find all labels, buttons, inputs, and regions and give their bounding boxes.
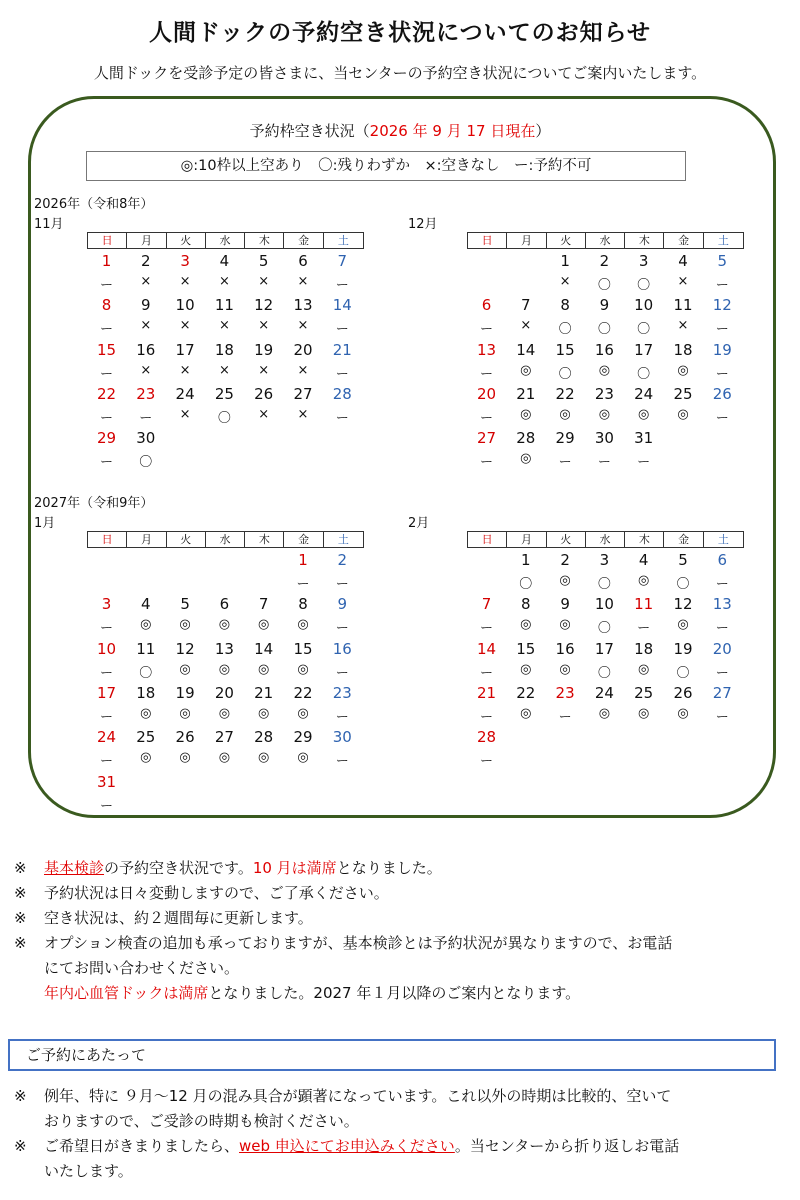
calendar-day: 6 [219,595,230,614]
availability-mark: × [520,318,532,334]
calendar-day: 25 [214,384,234,403]
calendar-day: 3 [638,252,649,270]
calendar-day: 2 [599,252,610,270]
calendar-day: 3 [180,252,190,270]
calendar-day: 17 [175,340,195,359]
availability-mark: ◎ [179,661,191,677]
calendar-day: 29 [96,429,117,448]
weekday-cell: 月 [507,532,546,547]
calendar-day: 19 [175,683,195,702]
calendar-day: 23 [332,683,352,702]
note-item-cont: おりますので、ご受診の時期も検討ください。 [44,1112,359,1130]
availability-mark: ◎ [520,705,532,721]
calendar-day: 2 [337,551,348,569]
availability-mark: ー [715,278,729,293]
weekday-cell: 日 [468,233,507,248]
weekday-cell: 金 [664,233,703,248]
availability-mark: ー [479,455,493,471]
calendar-day: 17 [96,683,117,702]
calendar-day: 22 [96,384,117,403]
availability-mark: ◎ [218,661,231,677]
calendar-day: 9 [337,595,348,614]
calendar-day: 10 [175,296,195,315]
availability-mark: ー [637,621,651,637]
availability-mark: ◎ [598,406,611,422]
calendar-day: 31 [96,772,117,791]
calendar-day: 25 [673,384,693,403]
availability-mark: 〇 [676,577,690,592]
availability-mark: ー [99,455,113,471]
availability-mark: ー [335,410,349,426]
calendar-day: 15 [516,639,536,658]
availability-mark: ー [715,366,729,382]
calendar-day: 4 [141,595,151,614]
availability-mark: ◎ [520,617,532,633]
calendar-day: 1 [298,551,308,569]
weekday-cell: 月 [127,532,166,547]
calendar-day: 28 [476,728,497,747]
availability-mark: ー [335,322,349,338]
note-item: ※ 基本検診の予約空き状況です。10 月は満席となりました。 [14,859,442,877]
calendar-day: 1 [521,551,531,569]
calendar-day: 3 [101,595,112,614]
month-label: 1月 [34,516,56,531]
weekday-cell: 土 [717,533,729,546]
availability-mark: ー [637,455,651,471]
calendar-day: 29 [293,728,313,747]
calendar-day: 30 [136,429,156,448]
availability-mark: 〇 [558,322,572,338]
availability-mark: ー [715,577,729,592]
calendar-day: 12 [254,296,274,315]
calendar-day: 17 [634,340,654,359]
note-item-cont: 年内心血管ドックは満席となりました。2027 年１月以降のご案内となります。 [44,984,581,1002]
calendar-day: 20 [293,340,313,359]
availability-mark: 〇 [597,322,611,338]
calendar-day: 19 [712,340,732,359]
availability-mark: ー [99,366,113,382]
weekday-cell: 水 [206,532,245,547]
availability-mark: ◎ [140,750,152,766]
availability-mark: ◎ [258,705,270,721]
calendar-day: 24 [96,728,117,747]
calendar-day: 21 [254,683,274,702]
availability-mark: 〇 [519,577,533,592]
availability-mark: ー [99,278,113,293]
calendar-day: 19 [673,639,693,658]
availability-mark: ◎ [258,750,270,766]
availability-mark: 〇 [597,665,611,681]
weekday-cell: 月 [507,233,546,248]
weekday-cell: 金 [284,532,323,547]
month-label: 2月 [408,516,430,531]
calendar-day: 9 [599,296,610,315]
weekday-header [87,531,364,548]
weekday-cell: 金 [284,233,323,248]
calendar-day: 16 [555,639,575,658]
weekday-cell: 水 [206,233,245,248]
calendar-day: 14 [516,340,536,359]
status-date: 2026 年 9 月 17 日現在 [369,122,536,140]
calendar-day: 6 [717,551,728,569]
weekday-cell: 木 [245,233,284,248]
page-title: 人間ドックの予約空き状況についてのお知らせ [149,20,651,46]
calendar-day: 10 [634,296,654,315]
availability-mark: ◎ [520,406,532,422]
availability-mark: ー [715,410,729,426]
calendar-day: 22 [516,683,536,702]
availability-mark: ◎ [140,705,152,721]
availability-mark: ◎ [520,661,532,677]
availability-mark: × [297,406,309,422]
availability-mark: ◎ [598,705,611,721]
calendar-day: 24 [594,683,614,702]
calendar-day: 11 [634,595,654,614]
calendar-day: 5 [678,551,688,569]
weekday-header [87,232,364,249]
calendar-day: 11 [136,639,156,658]
availability-mark: ◎ [297,661,309,677]
calendar-day: 10 [96,639,117,658]
calendar-day: 8 [560,296,570,315]
availability-mark: ー [296,577,310,592]
calendar-day: 26 [673,683,693,702]
weekday-cell: 木 [625,233,664,248]
calendar-day: 13 [293,296,313,315]
availability-mark: ー [479,410,493,426]
availability-mark: × [140,362,152,378]
availability-mark: ◎ [520,451,532,467]
availability-mark: ◎ [218,705,231,721]
availability-mark: × [179,406,191,422]
availability-mark: ー [715,322,729,338]
availability-mark: ー [715,709,729,725]
availability-mark: ◎ [179,750,191,766]
calendar-day: 16 [594,340,614,359]
calendar-day: 16 [332,639,352,658]
availability-mark: × [258,362,270,378]
note-item: ※ オプション検査の追加も承っておりますが、基本検診とは予約状況が異なりますので、お電話 [14,934,673,952]
note-item: ※ 予約状況は日々変動しますので、ご了承ください。 [14,884,389,902]
note-item: ※ 空き状況は、約２週間毎に更新します。 [14,909,313,927]
availability-mark: ◎ [598,362,611,378]
calendar-day: 27 [214,728,234,747]
calendar-day: 11 [214,296,234,315]
calendar-day: 10 [594,595,614,614]
calendar-day: 4 [678,252,688,270]
calendar-day: 30 [332,728,352,747]
availability-mark: 〇 [597,278,611,293]
weekday-header [467,531,744,548]
availability-mark: ◎ [179,705,191,721]
availability-mark: ー [479,621,493,637]
availability-mark: ◎ [520,362,532,378]
calendar-day: 26 [712,384,732,403]
availability-mark: ◎ [677,362,689,378]
calendar-day: 5 [258,252,269,270]
availability-mark: ー [335,709,349,725]
calendar-day: 17 [594,639,614,658]
availability-mark: ◎ [559,573,571,588]
calendar-day: 20 [712,639,732,658]
availability-mark: × [258,318,270,334]
calendar-day: 25 [634,683,654,702]
availability-mark: × [218,362,230,378]
note-item-cont: いたします。 [44,1162,133,1180]
availability-mark: 〇 [558,366,572,382]
note-item: ※ 例年、特に ９月～12 月の混み具合が顕著になっています。これ以外の時期は比較的、空いて [14,1087,672,1105]
calendar-day: 7 [521,296,531,315]
availability-mark: ー [139,410,153,426]
calendar-day: 4 [638,551,649,569]
calendar-day: 18 [673,340,693,359]
calendar-day: 22 [293,683,313,702]
calendar-day: 28 [254,728,274,747]
calendar-day: 2 [141,252,151,270]
calendar-day: 13 [214,639,234,658]
status-title: 予約枠空き状況（2026 年 9 月 17 日現在） [249,122,551,140]
availability-mark: ◎ [218,750,231,766]
weekday-cell: 火 [547,532,586,547]
availability-mark: ー [99,621,113,637]
calendar-day: 24 [175,384,195,403]
availability-mark: × [677,318,689,334]
availability-mark: ◎ [677,617,689,633]
availability-mark: ー [99,665,113,681]
calendar-day: 9 [560,595,570,614]
calendar-day: 21 [332,340,352,359]
weekday-cell: 土 [717,234,729,247]
calendar-day: 12 [712,296,732,315]
availability-mark: 〇 [217,410,231,426]
calendar-day: 26 [175,728,195,747]
weekday-cell: 日 [468,532,507,547]
calendar-day: 14 [332,296,352,315]
reservation-section-header: ご予約にあたって [8,1039,776,1071]
calendar-day: 21 [516,384,536,403]
availability-mark: × [140,274,152,289]
availability-mark: 〇 [637,278,651,293]
availability-mark: ー [99,322,113,338]
availability-mark: ◎ [258,617,270,633]
availability-mark: × [297,362,309,378]
availability-mark: × [179,362,191,378]
availability-mark: ◎ [559,617,571,633]
calendar-day: 28 [332,384,352,403]
calendar-day: 1 [101,252,112,270]
weekday-cell: 日 [88,532,127,547]
calendar-day: 22 [555,384,575,403]
availability-mark: ◎ [638,406,650,422]
calendar-day: 3 [599,551,610,569]
basic-checkup-text: 基本検診 [44,859,105,877]
weekday-cell: 木 [625,532,664,547]
availability-mark: ◎ [638,573,650,588]
calendar-day: 29 [555,429,575,448]
availability-mark: ◎ [559,661,571,677]
weekday-cell: 日 [88,233,127,248]
reservation-notes [14,1084,794,1184]
availability-mark: ー [99,798,113,814]
year-label-2027: 2027年（令和9年） [34,496,154,511]
calendar-day: 15 [96,340,117,359]
calendar-day: 9 [141,296,151,315]
availability-mark: ◎ [638,661,650,677]
availability-mark: × [258,274,270,289]
year-label-2026: 2026年（令和8年） [34,197,154,212]
weekday-header [467,232,744,249]
calendar-day: 7 [258,595,269,614]
weekday-cell: 金 [664,532,703,547]
availability-mark: 〇 [139,455,153,471]
availability-mark: 〇 [676,665,690,681]
availability-mark: ー [99,410,113,426]
availability-mark: × [140,318,152,334]
calendar-day: 8 [101,296,112,315]
weekday-cell: 水 [586,233,625,248]
availability-mark: ◎ [559,406,571,422]
calendar-day: 27 [712,683,732,702]
calendar-day: 26 [254,384,274,403]
intro-text: 人間ドックを受診予定の皆さまに、当センターの予約空き状況についてご案内いたします。 [93,64,707,82]
calendar-day: 13 [712,595,732,614]
availability-mark: ー [335,621,349,637]
weekday-cell: 火 [547,233,586,248]
weekday-cell: 木 [245,532,284,547]
availability-mark: × [559,274,571,289]
availability-mark: ー [335,278,349,293]
calendar-day: 11 [673,296,693,315]
weekday-cell: 土 [337,533,349,546]
availability-mark: ◎ [218,617,231,633]
calendar-day: 21 [476,683,497,702]
availability-mark: ー [715,665,729,681]
availability-mark: ー [715,621,729,637]
calendar-day: 7 [481,595,492,614]
calendar-day: 8 [521,595,531,614]
availability-mark: × [297,274,309,289]
weekday-cell: 火 [167,233,206,248]
calendar-day: 12 [175,639,195,658]
note-item: ※ ご希望日がきまりましたら、web 申込にてお申込みください。当センターから折り返しお電話 [14,1137,680,1155]
calendar-day: 20 [476,384,497,403]
legend-box: ◎:10枠以上空あり 〇:残りわずか ×:空きなし ー:予約不可 [86,151,686,181]
calendar-day: 23 [136,384,156,403]
availability-mark: ー [335,577,349,592]
availability-mark: ◎ [297,705,309,721]
availability-mark: ー [479,709,493,725]
availability-mark: ー [99,754,113,770]
availability-mark: ◎ [638,705,650,721]
calendar-day: 16 [136,340,156,359]
note-item-cont: にてお問い合わせください。 [44,959,240,977]
availability-mark: 〇 [597,577,611,592]
availability-mark: ー [479,366,493,382]
calendar-day: 15 [293,639,313,658]
calendar-day: 13 [476,340,497,359]
availability-mark: 〇 [637,322,651,338]
calendar-day: 14 [254,639,274,658]
calendar-day: 1 [560,252,570,270]
availability-mark: ー [558,709,572,725]
calendar-day: 15 [555,340,575,359]
calendar-day: 12 [673,595,693,614]
calendar-day: 6 [298,252,308,270]
calendar-day: 18 [634,639,654,658]
weekday-cell: 月 [127,233,166,248]
calendar-day: 6 [481,296,492,315]
availability-mark: ◎ [258,661,270,677]
availability-mark: × [677,274,689,289]
calendar-day: 25 [136,728,156,747]
availability-mark: × [297,318,309,334]
availability-mark: ◎ [677,406,689,422]
notes-section [14,856,794,1006]
availability-mark: 〇 [637,366,651,382]
calendar-day: 28 [516,429,536,448]
availability-mark: ー [335,665,349,681]
calendar-day: 31 [634,429,654,448]
calendar-day: 14 [476,639,497,658]
calendar-day: 18 [214,340,234,359]
weekday-cell: 火 [167,532,206,547]
availability-mark: ー [479,322,493,338]
calendar-day: 23 [555,683,575,702]
calendar-day: 27 [293,384,313,403]
availability-mark: ー [479,665,493,681]
calendar-day: 18 [136,683,156,702]
availability-mark: 〇 [597,621,611,637]
calendar-day: 24 [634,384,654,403]
month-label: 11月 [34,217,64,232]
calendar-day: 2 [560,551,570,569]
availability-mark: ◎ [179,617,191,633]
availability-mark: ー [99,709,113,725]
calendar-day: 20 [214,683,234,702]
availability-mark: × [179,318,191,334]
weekday-cell: 水 [586,532,625,547]
availability-mark: × [179,274,191,289]
availability-mark: ◎ [140,617,152,633]
availability-mark: ー [335,366,349,382]
calendar-day: 8 [298,595,308,614]
availability-mark: × [218,274,230,289]
calendar-day: 27 [476,429,497,448]
calendar-day: 30 [594,429,614,448]
availability-mark: × [218,318,230,334]
web-application-link[interactable]: web 申込にてお申込みください [239,1137,455,1155]
calendar-day: 7 [337,252,348,270]
availability-mark: ◎ [677,705,689,721]
availability-mark: ◎ [297,617,309,633]
availability-mark: ー [597,455,611,471]
calendar-day: 5 [717,252,728,270]
month-label: 12月 [408,217,438,232]
availability-mark: × [258,406,270,422]
calendar-day: 4 [219,252,230,270]
availability-mark: ー [558,455,572,471]
calendar-day: 23 [594,384,614,403]
availability-mark: 〇 [139,665,153,681]
availability-mark: ー [479,754,493,770]
calendar-day: 5 [180,595,190,614]
weekday-cell: 土 [337,234,349,247]
availability-mark: ー [335,754,349,770]
availability-mark: ◎ [297,750,309,766]
calendar-day: 19 [254,340,274,359]
